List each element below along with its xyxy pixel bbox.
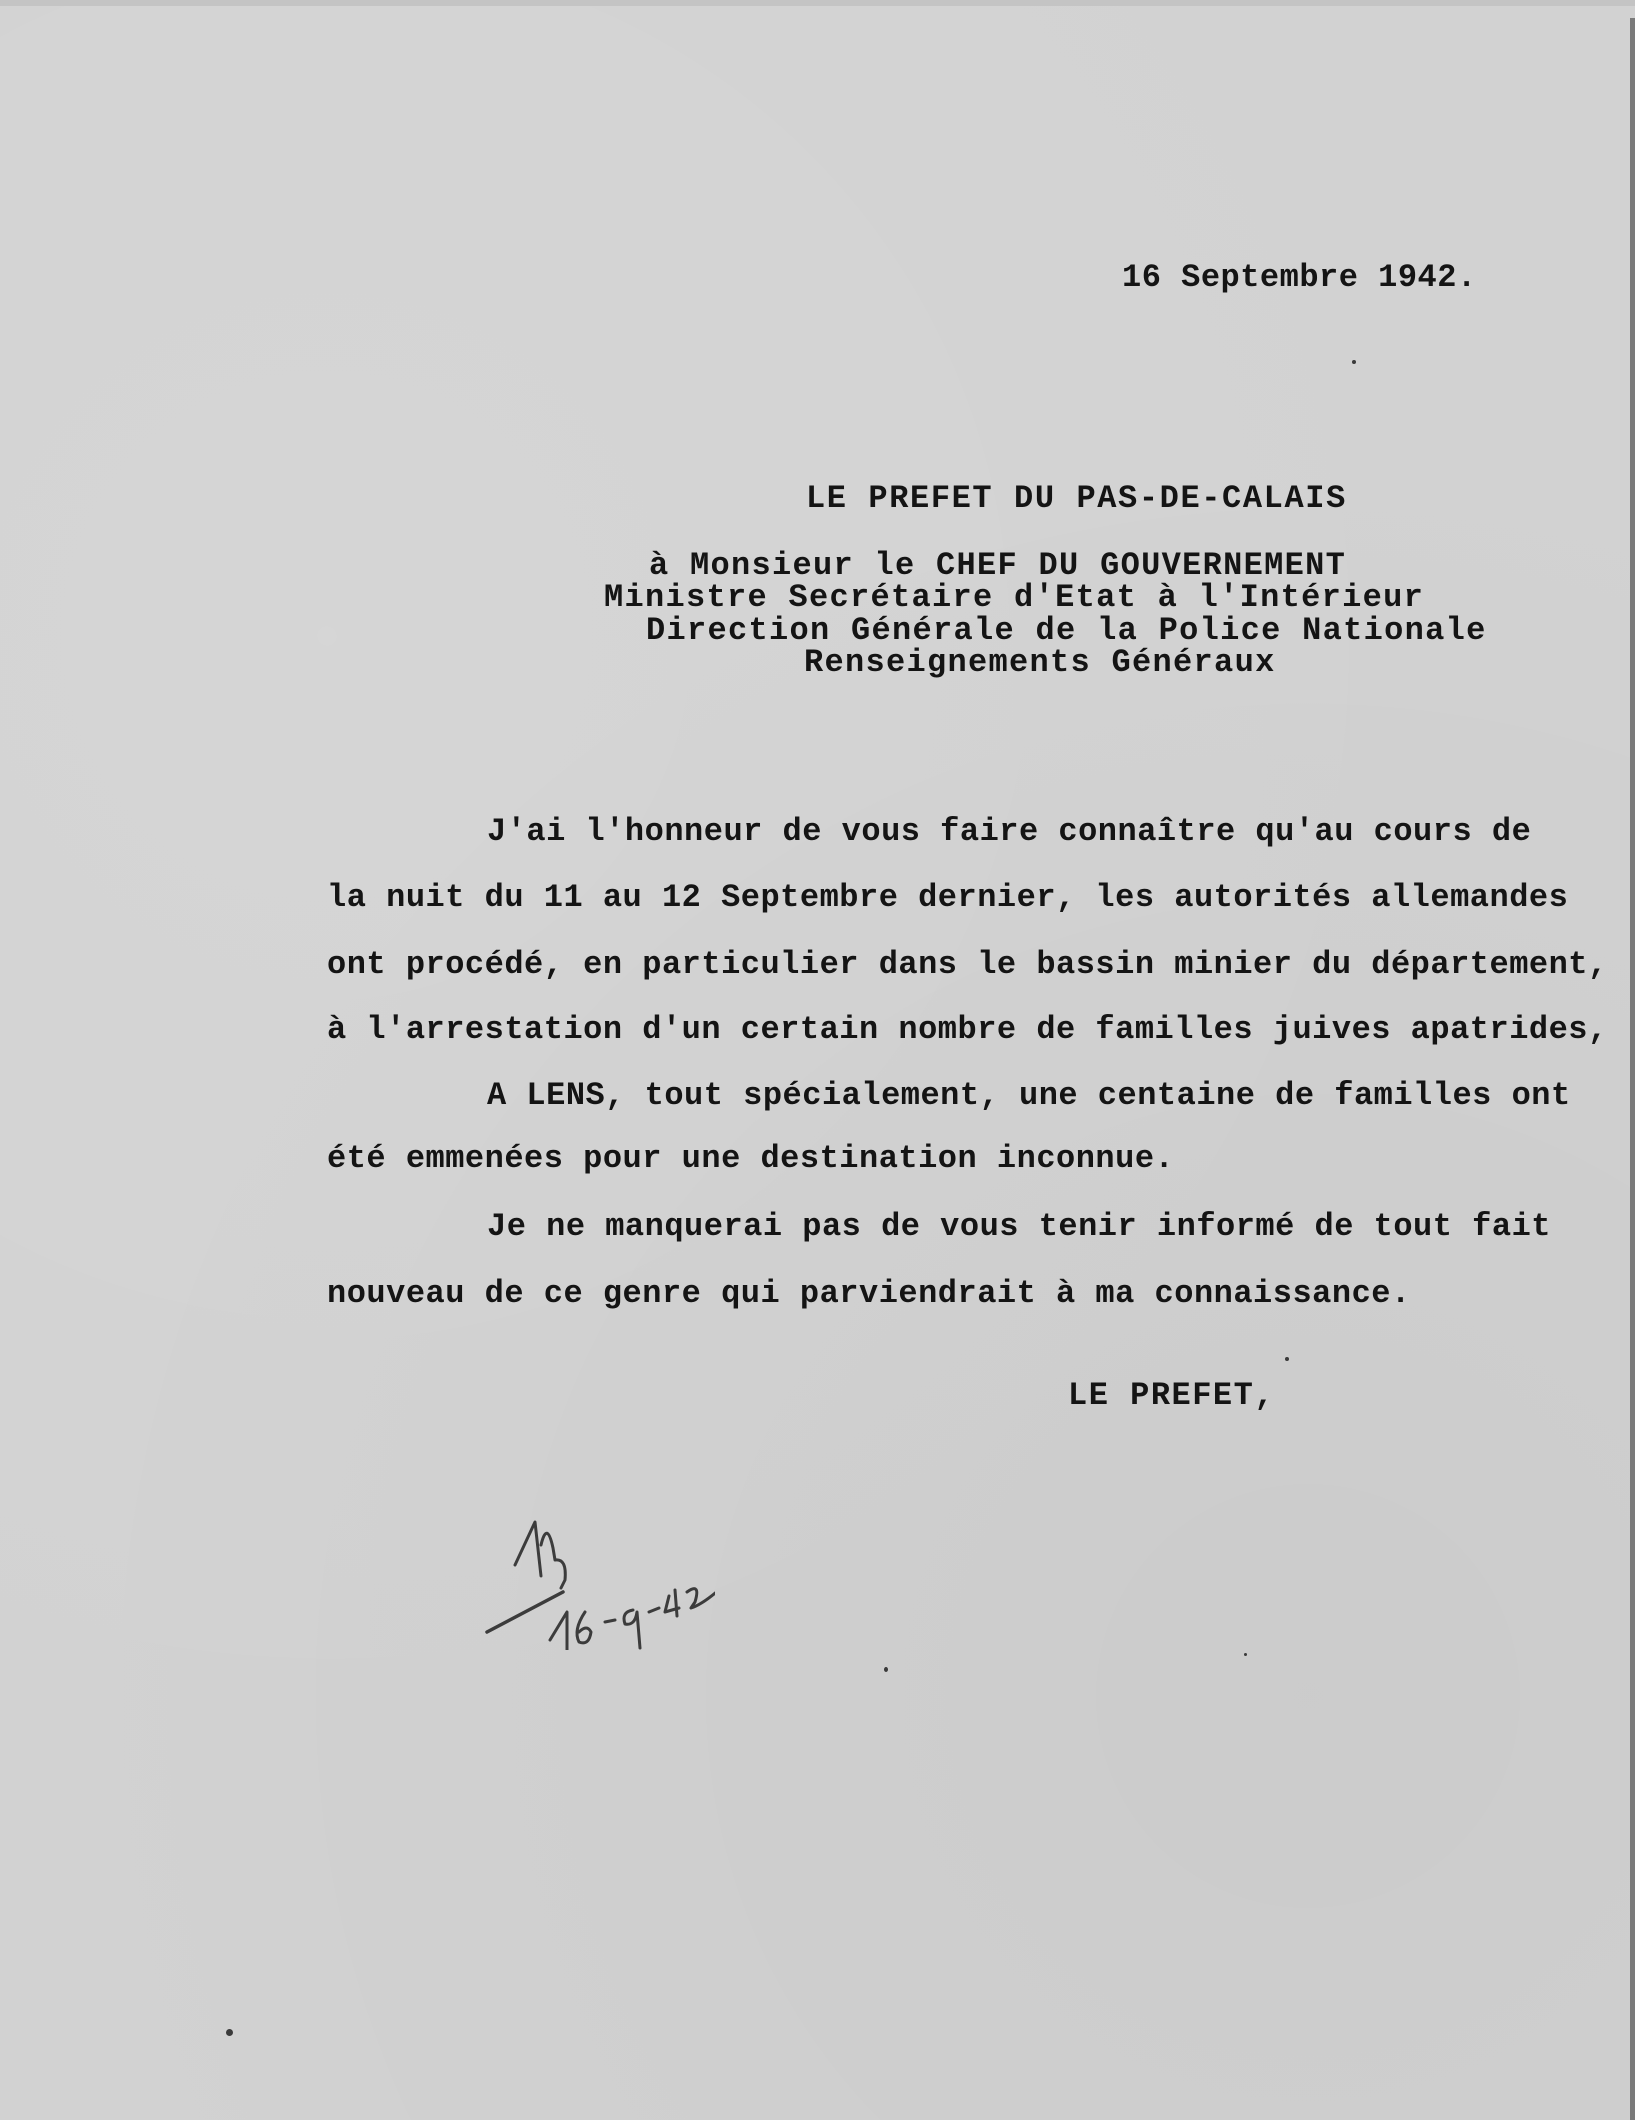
- body-line-8: nouveau de ce genre qui parviendrait à ma connaissance.: [327, 1275, 1411, 1312]
- paper-speck: [226, 2029, 233, 2036]
- recipient-line-3: Direction Générale de la Police Nationale: [646, 612, 1487, 649]
- body-line-3: ont procédé, en particulier dans le bassin minier du département,: [327, 946, 1608, 983]
- recipient-line-4: Renseignements Généraux: [804, 644, 1276, 681]
- body-line-7: Je ne manquerai pas de vous tenir informé de tout fait: [487, 1208, 1551, 1245]
- body-line-1: J'ai l'honneur de vous faire connaître qu'au cours de: [487, 813, 1532, 850]
- body-line-5: A LENS, tout spécialement, une centaine de familles ont: [487, 1077, 1571, 1114]
- recipient-line-1: à Monsieur le CHEF DU GOUVERNEMENT: [649, 547, 1347, 584]
- paper-speck: [884, 1667, 888, 1672]
- page-top-edge: [0, 0, 1635, 6]
- sender-heading: LE PREFET DU PAS-DE-CALAIS: [806, 480, 1347, 517]
- signature: LE PREFET,: [1068, 1377, 1276, 1414]
- body-line-6: été emmenées pour une destination inconnue.: [327, 1140, 1175, 1177]
- body-line-4: à l'arrestation d'un certain nombre de familles juives apatrides,: [327, 1011, 1608, 1048]
- paper-speck: [1244, 1653, 1247, 1656]
- recipient-line-2: Ministre Secrétaire d'Etat à l'Intérieur: [604, 579, 1425, 616]
- handwritten-annotation: [455, 1500, 715, 1650]
- page-right-edge: [1630, 18, 1635, 2120]
- paper-speck: [1285, 1357, 1289, 1361]
- letter-date: 16 Septembre 1942.: [1122, 259, 1477, 296]
- paper-speck: [1352, 360, 1356, 364]
- body-line-2: la nuit du 11 au 12 Septembre dernier, les autorités allemandes: [327, 879, 1569, 916]
